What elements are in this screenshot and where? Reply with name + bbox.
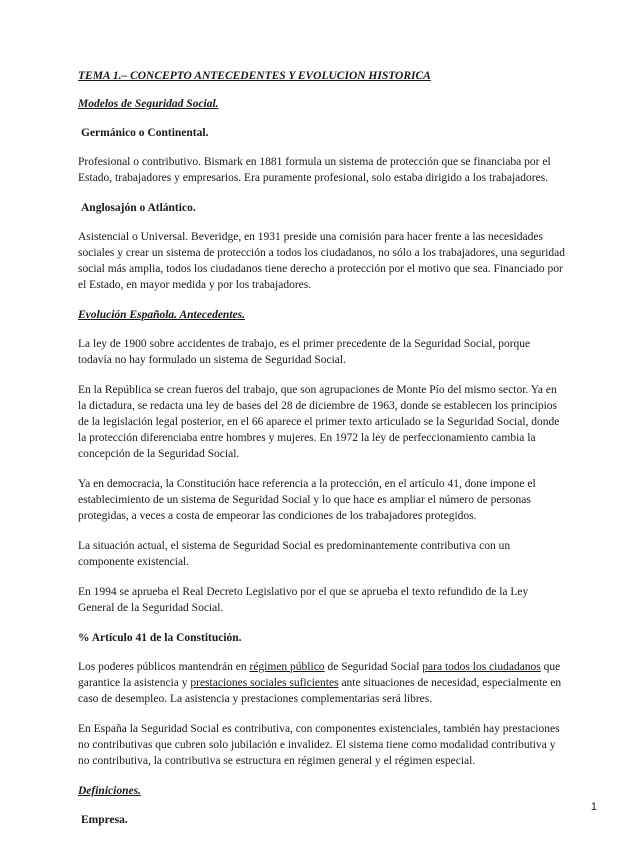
subheading-articulo-41: % Artículo 41 de la Constitución. [78,632,242,644]
text-segment: ante situaciones de necesidad, especialmente en caso de desempleo. La asistencia y prestaciones complementarias será libres. [78,677,562,705]
paragraph-evolucion-3: Ya en democracia, la Constitución hace referencia a la protección, en el artículo 41, done impone el establecimiento de un sistema de Seguridad Social y lo que hace es ampliar el número de personas protegidas, a veces a costa de empeorar las condiciones de los trabajadores protegidos. [78,478,536,522]
subheading-anglosajon: Anglosajón o Atlántico. [81,202,196,214]
paragraph-anglosajon: Asistencial o Universal. Beveridge, en 1931 preside una comisión para hacer frente a las necesidades sociales y crear un sistema de protección a todos los ciudadanos, no sólo a los trabajadores, una seguridad social más amplia, todos los ciudadanos tiene derecho a protección por el motivo que sea. Financiado por el Estado, en mayor medida y por los trabajadores. [78,231,566,291]
paragraph-evolucion-2: En la República se crean fueros del trabajo, que son agrupaciones de Monte Pío del mismo sector. Ya en la dictadura, se redacta una ley de bases del 28 de diciembre de 1963, donde se establecen los principios de la legislación legal posterior, en el 66 aparece el primer texto articulado se la Seguridad Social, donde la protección diferenciaba entre hombres y mujeres. En 1972 la ley de perfeccionamiento cambia la concepción de la Seguridad Social. [78,384,560,460]
paragraph-articulo-1 [78,659,566,707]
section-heading-definiciones: Definiciones. [78,785,141,797]
subheading-empresa: Empresa. [81,814,128,826]
text-segment: Los poderes públicos mantendrán en [78,661,250,673]
underlined-text: régimen público [249,661,325,673]
paragraph-evolucion-4: La situación actual, el sistema de Seguridad Social es predominantemente contributiva con un componente existencial. [78,540,511,568]
subheading-germanico: Germánico o Continental. [81,127,209,139]
text-segment: que garantice la asistencia y [78,661,561,689]
section-heading-modelos: Modelos de Seguridad Social. [78,98,219,110]
underlined-text: para todos los ciudadanos [422,661,541,673]
paragraph-articulo-2: En España la Seguridad Social es contributiva, con componentes existenciales, también hay prestaciones no contributivas que cubren solo jubilación e invalidez. El sistema tiene como modalidad contributiva y no contributiva, la contributiva se estructura en régimen general y el régimen especial. [78,723,560,767]
document-body [78,68,566,841]
paragraph-germanico: Profesional o contributivo. Bismark en 1881 formula un sistema de protección que se financiaba por el Estado, trabajadores y empresarios. Era puramente profesional, solo estaba dirigido a los trabajadores. [78,156,551,184]
paragraph-evolucion-1: La ley de 1900 sobre accidentes de trabajo, es el primer precedente de la Seguridad Social, porque todavía no hay formulado un sistema de Seguridad Social. [78,338,531,366]
document-title: TEMA 1.– CONCEPTO ANTECEDENTES Y EVOLUCION HISTORICA [78,70,431,82]
paragraph-evolucion-5: En 1994 se aprueba el Real Decreto Legislativo por el que se aprueba el texto refundido de la Ley General de la Seguridad Social. [78,586,529,614]
text-segment: de Seguridad Social [324,661,423,673]
section-heading-evolucion: Evolución Española. Antecedentes. [78,309,245,321]
page-number: 1 [590,801,597,813]
underlined-text: prestaciones sociales suficientes [190,677,339,689]
